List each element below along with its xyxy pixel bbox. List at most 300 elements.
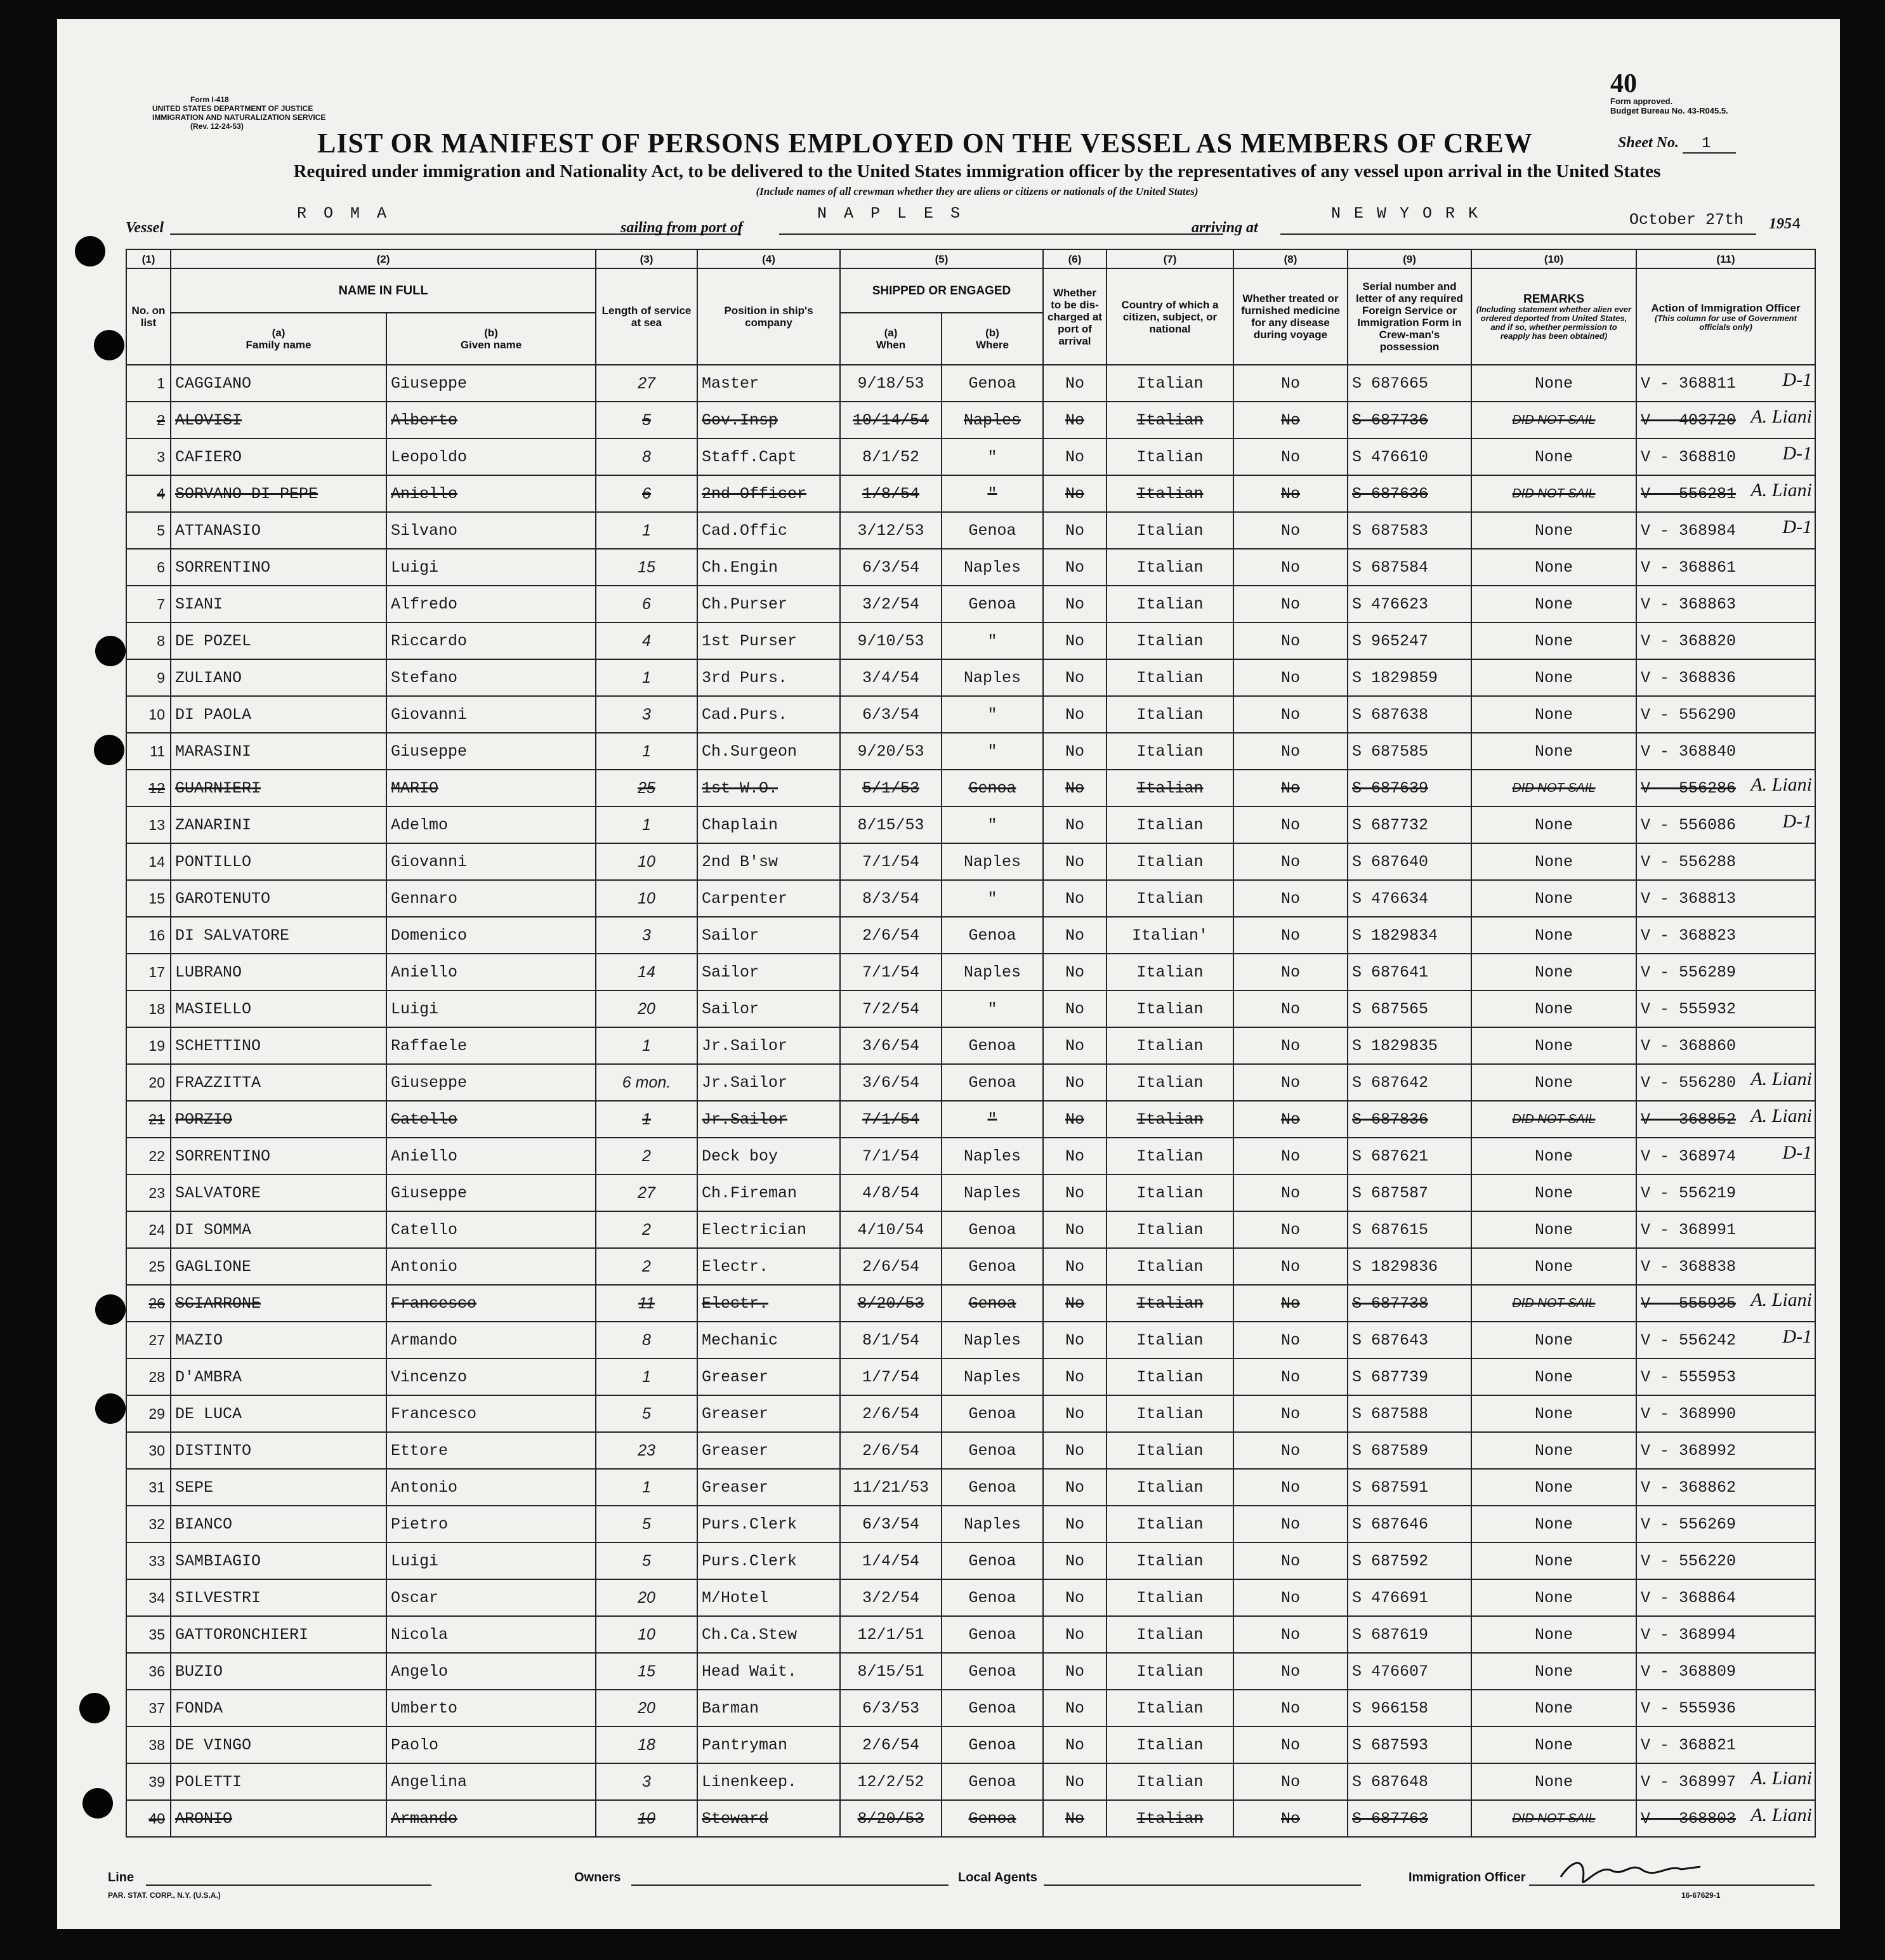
shipped-when-cell: 3/6/54: [840, 1064, 942, 1101]
country-cell: Italian: [1107, 1101, 1233, 1138]
treated-cell: No: [1233, 402, 1348, 438]
shipped-where-cell: Genoa: [942, 1027, 1043, 1064]
family-name-cell: CAFIERO: [171, 438, 386, 475]
length-of-service-cell: 5: [596, 1506, 697, 1542]
immigration-action-cell: V - 556280 A. Liani: [1636, 1064, 1815, 1101]
officer-annotation: D-1: [1782, 443, 1812, 464]
immigration-action-cell: V - 555936: [1636, 1690, 1815, 1727]
officer-annotation: A. Liani: [1750, 1768, 1812, 1789]
discharged-cell: No: [1043, 1506, 1107, 1542]
remarks-cell: None: [1471, 917, 1636, 954]
list-number-cell: 23: [126, 1174, 171, 1211]
action-note: (This column for use of Government officials only): [1655, 313, 1797, 332]
list-number-cell: 17: [126, 954, 171, 990]
immigration-action-cell: V - 368852 A. Liani: [1636, 1101, 1815, 1138]
treated-cell: No: [1233, 990, 1348, 1027]
shipped-when-cell: 2/6/54: [840, 1432, 942, 1469]
given-name-cell: Giovanni: [386, 696, 596, 733]
table-row: [126, 1653, 1815, 1690]
shipped-when-cell: 11/21/53: [840, 1469, 942, 1506]
serial-number-cell: S 687619: [1348, 1616, 1471, 1653]
col-number-7: (7): [1107, 249, 1233, 268]
remarks-cell: None: [1471, 1653, 1636, 1690]
discharged-cell: No: [1043, 1248, 1107, 1285]
crew-table-header: [126, 249, 1815, 365]
crew-table-body: [126, 365, 1815, 1837]
line-label: Line: [108, 1871, 135, 1884]
discharged-cell: No: [1043, 1064, 1107, 1101]
family-name-cell: DI SOMMA: [171, 1211, 386, 1248]
immigration-action-cell: V - 368840: [1636, 733, 1815, 770]
length-of-service-cell: 6: [596, 475, 697, 512]
country-cell: Italian: [1107, 806, 1233, 843]
shipped-when-cell: 2/6/54: [840, 1727, 942, 1763]
treated-cell: No: [1233, 1432, 1348, 1469]
shipped-when-cell: 8/1/54: [840, 1322, 942, 1358]
immigration-action-cell: V - 368864: [1636, 1579, 1815, 1616]
discharged-cell: No: [1043, 659, 1107, 696]
list-number-cell: 12: [126, 770, 171, 806]
length-of-service-cell: 3: [596, 1763, 697, 1800]
length-of-service-cell: 1: [596, 1358, 697, 1395]
shipped-when-cell: 6/3/54: [840, 549, 942, 586]
country-cell: Italian: [1107, 1432, 1233, 1469]
family-name-cell: PORZIO: [171, 1101, 386, 1138]
remarks-note: (Including statement whether alien ever ordered deported from United States, and if so, whether permission to reapply has been obtained): [1476, 304, 1632, 341]
list-number-cell: 16: [126, 917, 171, 954]
col-number-6: (6): [1043, 249, 1107, 268]
shipped-when-cell: 7/1/54: [840, 843, 942, 880]
family-name-cell: SORRENTINO: [171, 549, 386, 586]
arrival-year-typed: 4: [1792, 216, 1801, 233]
length-of-service-cell: 2: [596, 1138, 697, 1174]
sheet-value: 1: [1683, 135, 1736, 154]
list-number-cell: 26: [126, 1285, 171, 1322]
local-agents-label: Local Agents: [958, 1871, 1037, 1884]
discharged-cell: No: [1043, 1800, 1107, 1837]
immigration-action-cell: V - 368862: [1636, 1469, 1815, 1506]
discharged-cell: No: [1043, 1174, 1107, 1211]
given-letter: (b): [484, 327, 498, 339]
shipped-where-cell: Genoa: [942, 365, 1043, 402]
officer-annotation: A. Liani: [1750, 774, 1812, 795]
given-name-cell: Catello: [386, 1101, 596, 1138]
position-cell: Gov.Insp: [697, 402, 840, 438]
remarks-cell: None: [1471, 880, 1636, 917]
length-of-service-cell: 4: [596, 622, 697, 659]
remarks-cell: None: [1471, 806, 1636, 843]
officer-signature: [1554, 1851, 1707, 1890]
family-name-cell: ZULIANO: [171, 659, 386, 696]
discharged-cell: No: [1043, 843, 1107, 880]
immigration-action-cell: V - 368990: [1636, 1395, 1815, 1432]
given-name-cell: Luigi: [386, 1542, 596, 1579]
list-number-cell: 20: [126, 1064, 171, 1101]
shipped-when-cell: 3/2/54: [840, 1579, 942, 1616]
position-cell: Ch.Ca.Stew: [697, 1616, 840, 1653]
serial-number-cell: S 687584: [1348, 549, 1471, 586]
length-of-service-cell: 23: [596, 1432, 697, 1469]
treated-cell: No: [1233, 438, 1348, 475]
shipped-when-cell: 10/14/54: [840, 402, 942, 438]
discharged-cell: No: [1043, 1101, 1107, 1138]
list-number-cell: 21: [126, 1101, 171, 1138]
serial-number-cell: S 1829859: [1348, 659, 1471, 696]
immigration-action-cell: V - 556290: [1636, 696, 1815, 733]
when-label: When: [876, 339, 906, 351]
remarks-cell: None: [1471, 586, 1636, 622]
family-name-cell: GUARNIERI: [171, 770, 386, 806]
sheet-label: Sheet No.: [1618, 135, 1679, 151]
discharged-cell: No: [1043, 622, 1107, 659]
list-number-cell: 36: [126, 1653, 171, 1690]
serial-number-cell: S 687836: [1348, 1101, 1471, 1138]
serial-number-cell: S 687591: [1348, 1469, 1471, 1506]
header-country: Country of which a citizen, subject, or national: [1107, 268, 1233, 365]
position-cell: Mechanic: [697, 1322, 840, 1358]
given-name-cell: Silvano: [386, 512, 596, 549]
position-cell: Cad.Purs.: [697, 696, 840, 733]
given-name-cell: Umberto: [386, 1690, 596, 1727]
shipped-when-cell: 6/3/54: [840, 1506, 942, 1542]
officer-annotation: A. Liani: [1750, 1105, 1812, 1126]
shipped-where-cell: Naples: [942, 954, 1043, 990]
treated-cell: No: [1233, 1763, 1348, 1800]
remarks-cell: None: [1471, 1322, 1636, 1358]
header-position: Position in ship's company: [697, 268, 840, 365]
family-name-cell: CAGGIANO: [171, 365, 386, 402]
list-number-cell: 6: [126, 549, 171, 586]
list-number-cell: 10: [126, 696, 171, 733]
table-row: [126, 1174, 1815, 1211]
discharged-cell: No: [1043, 990, 1107, 1027]
given-name-cell: Alfredo: [386, 586, 596, 622]
treated-cell: No: [1233, 1616, 1348, 1653]
given-name-cell: Aniello: [386, 954, 596, 990]
serial-number-cell: S 1829834: [1348, 917, 1471, 954]
country-cell: Italian: [1107, 1506, 1233, 1542]
position-cell: Jr.Sailor: [697, 1064, 840, 1101]
given-name-cell: Francesco: [386, 1285, 596, 1322]
shipped-where-cell: Genoa: [942, 1211, 1043, 1248]
position-cell: Chaplain: [697, 806, 840, 843]
length-of-service-cell: 1: [596, 512, 697, 549]
treated-cell: No: [1233, 880, 1348, 917]
given-name-cell: Aniello: [386, 475, 596, 512]
discharged-cell: No: [1043, 917, 1107, 954]
treated-cell: No: [1233, 1358, 1348, 1395]
binder-hole: [94, 330, 124, 360]
discharged-cell: No: [1043, 696, 1107, 733]
remarks-cell: None: [1471, 659, 1636, 696]
country-cell: Italian: [1107, 1542, 1233, 1579]
country-cell: Italian: [1107, 1616, 1233, 1653]
shipped-when-cell: 9/18/53: [840, 365, 942, 402]
discharged-cell: No: [1043, 733, 1107, 770]
shipped-when-cell: 3/4/54: [840, 659, 942, 696]
family-name-cell: ARONIO: [171, 1800, 386, 1837]
country-cell: Italian: [1107, 1174, 1233, 1211]
family-name-cell: FRAZZITTA: [171, 1064, 386, 1101]
table-row: [126, 733, 1815, 770]
position-cell: 3rd Purs.: [697, 659, 840, 696]
serial-number-cell: S 687738: [1348, 1285, 1471, 1322]
shipped-where-cell: Naples: [942, 1174, 1043, 1211]
remarks-cell: None: [1471, 1763, 1636, 1800]
treated-cell: No: [1233, 549, 1348, 586]
table-row: [126, 696, 1815, 733]
sailing-label: sailing from port of: [621, 220, 743, 236]
shipped-where-cell: Genoa: [942, 1690, 1043, 1727]
position-cell: Head Wait.: [697, 1653, 840, 1690]
given-name-cell: Antonio: [386, 1248, 596, 1285]
discharged-cell: No: [1043, 1469, 1107, 1506]
position-cell: Electr.: [697, 1285, 840, 1322]
given-name-cell: MARIO: [386, 770, 596, 806]
treated-cell: No: [1233, 475, 1348, 512]
shipped-where-cell: Genoa: [942, 1800, 1043, 1837]
length-of-service-cell: 14: [596, 954, 697, 990]
length-of-service-cell: 1: [596, 1027, 697, 1064]
col-number-8: (8): [1233, 249, 1348, 268]
given-name-cell: Adelmo: [386, 806, 596, 843]
family-name-cell: ATTANASIO: [171, 512, 386, 549]
list-number-cell: 31: [126, 1469, 171, 1506]
shipped-where-cell: Genoa: [942, 1616, 1043, 1653]
given-name-cell: Paolo: [386, 1727, 596, 1763]
length-of-service-cell: 1: [596, 806, 697, 843]
shipped-when-cell: 8/1/52: [840, 438, 942, 475]
shipped-where-cell: ": [942, 438, 1043, 475]
given-name-cell: Domenico: [386, 917, 596, 954]
treated-cell: No: [1233, 1285, 1348, 1322]
table-row: [126, 1469, 1815, 1506]
family-name-cell: DI PAOLA: [171, 696, 386, 733]
position-cell: 1st Purser: [697, 622, 840, 659]
treated-cell: No: [1233, 1174, 1348, 1211]
discharged-cell: No: [1043, 586, 1107, 622]
position-cell: 2nd Officer: [697, 475, 840, 512]
discharged-cell: No: [1043, 1653, 1107, 1690]
length-of-service-cell: 1: [596, 733, 697, 770]
given-name-cell: Ettore: [386, 1432, 596, 1469]
treated-cell: No: [1233, 1690, 1348, 1727]
country-cell: Italian: [1107, 696, 1233, 733]
treated-cell: No: [1233, 954, 1348, 990]
header-remarks: [1471, 268, 1636, 365]
table-row: [126, 1690, 1815, 1727]
treated-cell: No: [1233, 1101, 1348, 1138]
immigration-action-cell: V - 368984 D-1: [1636, 512, 1815, 549]
family-name-cell: SILVESTRI: [171, 1579, 386, 1616]
table-row: [126, 990, 1815, 1027]
shipped-where-cell: Genoa: [942, 770, 1043, 806]
list-number-cell: 7: [126, 586, 171, 622]
position-cell: Linenkeep.: [697, 1763, 840, 1800]
table-row: [126, 1138, 1815, 1174]
table-row: [126, 438, 1815, 475]
table-row: [126, 954, 1815, 990]
country-cell: Italian: [1107, 770, 1233, 806]
owners-label: Owners: [574, 1871, 621, 1884]
table-row: [126, 1763, 1815, 1800]
position-cell: Staff.Capt: [697, 438, 840, 475]
table-row: [126, 1064, 1815, 1101]
table-row: [126, 659, 1815, 696]
header-length-of-service: Length of service at sea: [596, 268, 697, 365]
serial-number-cell: S 687592: [1348, 1542, 1471, 1579]
treated-cell: No: [1233, 1506, 1348, 1542]
country-cell: Italian: [1107, 1358, 1233, 1395]
discharged-cell: No: [1043, 1763, 1107, 1800]
shipped-when-cell: 8/15/53: [840, 806, 942, 843]
immigration-action-cell: V - 368813: [1636, 880, 1815, 917]
family-name-cell: SCIARRONE: [171, 1285, 386, 1322]
given-name-cell: Leopoldo: [386, 438, 596, 475]
remarks-cell: None: [1471, 1542, 1636, 1579]
family-name-cell: SIANI: [171, 586, 386, 622]
where-label: Where: [976, 339, 1009, 351]
discharged-cell: No: [1043, 1432, 1107, 1469]
length-of-service-cell: 20: [596, 990, 697, 1027]
table-row: [126, 586, 1815, 622]
header-list-number: No. on list: [126, 268, 171, 365]
given-name-cell: Pietro: [386, 1506, 596, 1542]
shipped-where-cell: ": [942, 990, 1043, 1027]
sheet-number: [1618, 135, 1736, 152]
discharged-cell: No: [1043, 1138, 1107, 1174]
immigration-action-cell: V - 368820: [1636, 622, 1815, 659]
family-name-cell: SALVATORE: [171, 1174, 386, 1211]
treated-cell: No: [1233, 1395, 1348, 1432]
shipped-when-cell: 3/2/54: [840, 586, 942, 622]
position-cell: Jr.Sailor: [697, 1101, 840, 1138]
immigration-action-cell: V - 556242 D-1: [1636, 1322, 1815, 1358]
officer-annotation: D-1: [1782, 1142, 1812, 1163]
shipped-when-cell: 2/6/54: [840, 1395, 942, 1432]
treated-cell: No: [1233, 806, 1348, 843]
shipped-when-cell: 8/20/53: [840, 1285, 942, 1322]
shipped-when-cell: 12/2/52: [840, 1763, 942, 1800]
table-row: [126, 806, 1815, 843]
treated-cell: No: [1233, 696, 1348, 733]
given-name-cell: Riccardo: [386, 622, 596, 659]
length-of-service-cell: 3: [596, 917, 697, 954]
table-row: [126, 1506, 1815, 1542]
remarks-cell: DID NOT SAIL: [1471, 1101, 1636, 1138]
table-row: [126, 770, 1815, 806]
remarks-cell: None: [1471, 843, 1636, 880]
position-cell: Ch.Purser: [697, 586, 840, 622]
length-of-service-cell: 20: [596, 1690, 697, 1727]
immigration-action-cell: V - 556269: [1636, 1506, 1815, 1542]
given-name-cell: Francesco: [386, 1395, 596, 1432]
list-number-cell: 32: [126, 1506, 171, 1542]
serial-number-cell: S 687583: [1348, 512, 1471, 549]
list-number-cell: 40: [126, 1800, 171, 1837]
arrival-year: [1769, 216, 1801, 233]
col-number-10: (10): [1471, 249, 1636, 268]
arriving-label: arriving at: [1192, 220, 1258, 236]
position-cell: Electr.: [697, 1248, 840, 1285]
binder-hole: [82, 1788, 113, 1819]
remarks-cell: DID NOT SAIL: [1471, 402, 1636, 438]
treated-cell: No: [1233, 1579, 1348, 1616]
shipped-when-cell: 8/15/51: [840, 1653, 942, 1690]
table-row: [126, 512, 1815, 549]
position-cell: Ch.Fireman: [697, 1174, 840, 1211]
binder-hole: [79, 1693, 110, 1723]
list-number-cell: 39: [126, 1763, 171, 1800]
approval-line: Form approved.: [1610, 96, 1673, 106]
shipped-when-cell: 6/3/53: [840, 1690, 942, 1727]
shipped-where-cell: ": [942, 806, 1043, 843]
position-cell: Purs.Clerk: [697, 1506, 840, 1542]
discharged-cell: No: [1043, 880, 1107, 917]
serial-number-cell: S 476691: [1348, 1579, 1471, 1616]
table-row: [126, 843, 1815, 880]
immigration-action-cell: V - 556219: [1636, 1174, 1815, 1211]
country-cell: Italian: [1107, 1211, 1233, 1248]
vessel-label: Vessel: [126, 220, 164, 236]
table-row: [126, 880, 1815, 917]
immigration-action-cell: V - 368991: [1636, 1211, 1815, 1248]
given-name-cell: Nicola: [386, 1616, 596, 1653]
shipped-where-cell: Genoa: [942, 1285, 1043, 1322]
immigration-action-cell: V - 555932: [1636, 990, 1815, 1027]
shipped-where-cell: Naples: [942, 402, 1043, 438]
family-name-cell: GAGLIONE: [171, 1248, 386, 1285]
serial-number-cell: S 687665: [1348, 365, 1471, 402]
length-of-service-cell: 15: [596, 1653, 697, 1690]
given-name-cell: Angelina: [386, 1763, 596, 1800]
given-name-cell: Vincenzo: [386, 1358, 596, 1395]
table-row: [126, 1358, 1815, 1395]
header-given-name: [386, 313, 596, 365]
page-number: 40: [1610, 69, 1637, 98]
shipped-where-cell: ": [942, 622, 1043, 659]
length-of-service-cell: 18: [596, 1727, 697, 1763]
family-name-cell: GATTORONCHIERI: [171, 1616, 386, 1653]
length-of-service-cell: 2: [596, 1211, 697, 1248]
length-of-service-cell: 1: [596, 1469, 697, 1506]
length-of-service-cell: 8: [596, 1322, 697, 1358]
treated-cell: No: [1233, 1211, 1348, 1248]
list-number-cell: 8: [126, 622, 171, 659]
length-of-service-cell: 11: [596, 1285, 697, 1322]
given-name-cell: Luigi: [386, 549, 596, 586]
country-cell: Italian: [1107, 880, 1233, 917]
col-number-3: (3): [596, 249, 697, 268]
immigration-action-cell: V - 556288: [1636, 843, 1815, 880]
discharged-cell: No: [1043, 402, 1107, 438]
immigration-action-cell: V - 368810 D-1: [1636, 438, 1815, 475]
given-name-cell: Alberto: [386, 402, 596, 438]
discharged-cell: No: [1043, 954, 1107, 990]
binder-hole: [75, 236, 105, 266]
given-name-cell: Raffaele: [386, 1027, 596, 1064]
discharged-cell: No: [1043, 1727, 1107, 1763]
remarks-cell: None: [1471, 1579, 1636, 1616]
serial-number-cell: S 687648: [1348, 1763, 1471, 1800]
immigration-action-cell: V - 368811 D-1: [1636, 365, 1815, 402]
serial-number-cell: S 687640: [1348, 843, 1471, 880]
length-of-service-cell: 8: [596, 438, 697, 475]
shipped-where-cell: Genoa: [942, 586, 1043, 622]
position-cell: 2nd B'sw: [697, 843, 840, 880]
family-name-cell: DE LUCA: [171, 1395, 386, 1432]
shipped-where-cell: Genoa: [942, 1763, 1043, 1800]
